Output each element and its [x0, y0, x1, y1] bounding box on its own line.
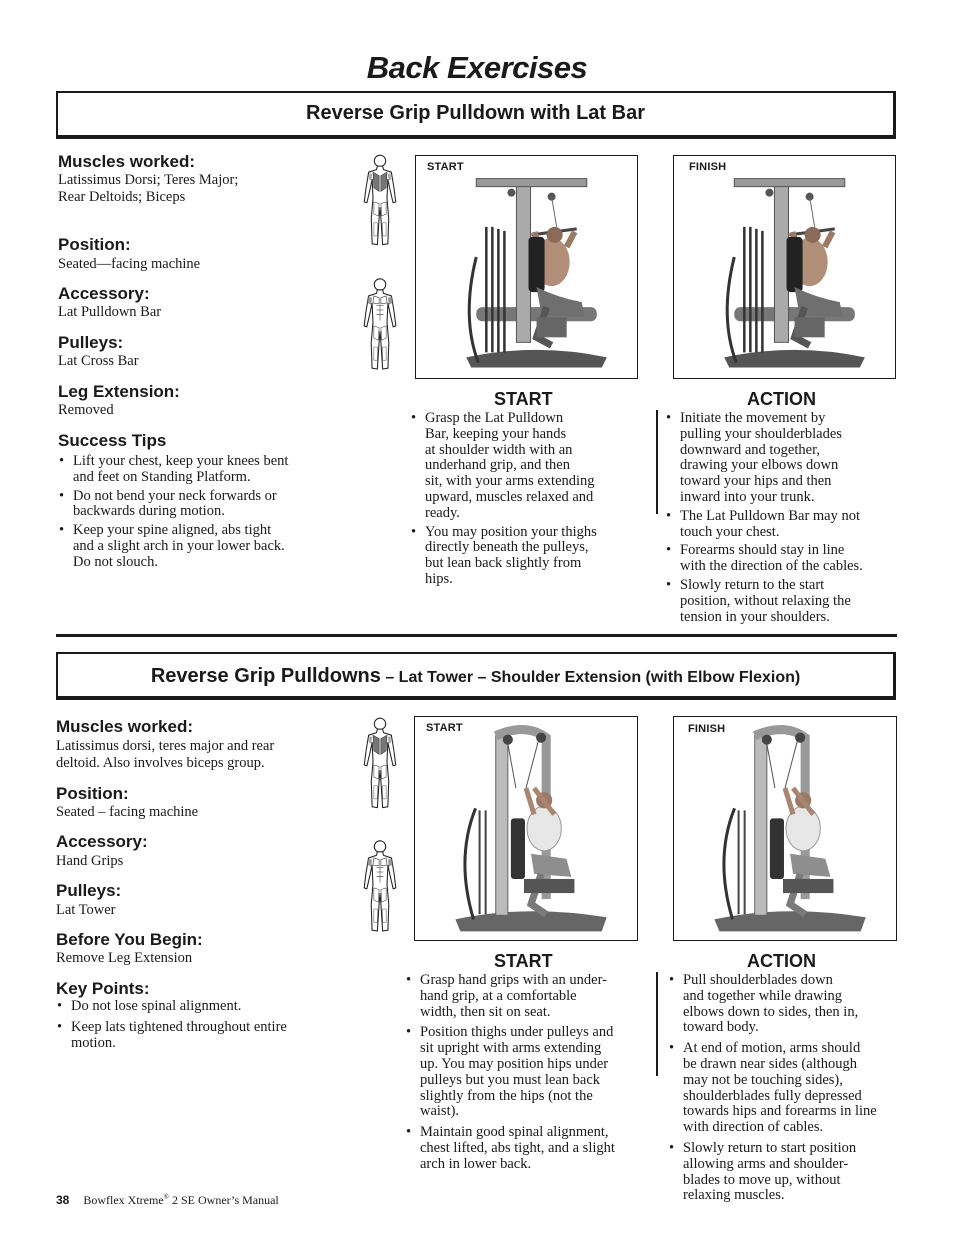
column-divider	[656, 972, 658, 1076]
muscles-value: Latissimus dorsi, teres major and rear deltoid. Also involves biceps group.	[56, 738, 275, 771]
position-value: Seated—facing machine	[58, 256, 201, 272]
muscle-diagram-back-icon	[358, 153, 402, 249]
leg-extension-label: Leg Extension:	[58, 382, 180, 401]
pulleys-label: Pulleys:	[58, 333, 124, 352]
muscle-diagram-front-icon	[358, 270, 402, 380]
finish-photo-tag: FINISH	[688, 723, 726, 735]
list-item: • Forearms should stay in line with the direction of the cables.	[666, 542, 863, 575]
before-you-begin-value: Remove Leg Extension	[56, 950, 193, 966]
section-divider	[56, 634, 897, 637]
success-tips-list	[58, 454, 343, 574]
exercise-machine-image	[674, 717, 896, 940]
page-title: Back Exercises	[366, 50, 588, 85]
exercise-2-title: Reverse Grip Pulldowns – Lat Tower – Shoulder Extension (with Elbow Flexion)	[150, 665, 801, 687]
list-item: • Initiate the movement by pulling your shoulderblades downward and together, drawing your elbows down toward your hips and then inward into your trunk.	[666, 410, 842, 505]
finish-photo	[673, 716, 897, 941]
action-instructions	[668, 973, 913, 1207]
start-heading: START	[494, 951, 553, 971]
pulleys-value: Lat Tower	[56, 902, 116, 918]
list-item: • Slowly return to start position allowing arms and shoulder- blades to move up, without relaxing muscles.	[669, 1139, 857, 1204]
pulleys-value: Lat Cross Bar	[58, 353, 139, 369]
exercise-2-banner	[56, 652, 896, 700]
key-points-label: Key Points:	[56, 979, 150, 998]
position-label: Position:	[58, 235, 131, 254]
muscle-diagram-back-icon	[358, 716, 402, 812]
list-item: • Lift your chest, keep your knees bent and feet on Standing Platform.	[59, 453, 289, 485]
list-item: • Position thighs under pulleys and sit upright with arms extending up. You may position hips under pulleys but you must lean back slightly from the hips (not the waist).	[406, 1024, 614, 1120]
list-item: • Grasp the Lat Pulldown Bar, keeping your hands at shoulder width with an underhand grip, and then sit, with your arms extending upward, muscles relaxed and ready.	[411, 410, 595, 521]
leg-extension-value: Removed	[58, 402, 114, 418]
list-item: • Do not bend your neck forwards or backwards during motion.	[59, 487, 277, 520]
start-photo-tag: START	[427, 161, 464, 173]
start-photo	[415, 155, 638, 379]
exercise-machine-image	[416, 156, 637, 378]
list-item: • At end of motion, arms should be drawn near sides (although may not be touching sides), shoulderblades fully depressed towards hips and forearms in line with direction of cables.	[669, 1040, 877, 1136]
accessory-label: Accessory:	[56, 832, 148, 851]
key-points-list	[56, 999, 341, 1054]
accessory-value: Lat Pulldown Bar	[58, 304, 162, 320]
list-item: • Slowly return to the start position, without relaxing the tension in your shoulders.	[666, 576, 851, 625]
start-photo	[414, 716, 638, 941]
finish-photo-tag: FINISH	[689, 161, 727, 173]
pulleys-label: Pulleys:	[56, 881, 122, 900]
list-item: • Pull shoulderblades down and together while drawing elbows down to sides, then in, toward body.	[669, 972, 859, 1036]
start-instructions	[405, 973, 650, 1176]
position-value: Seated – facing machine	[56, 804, 199, 820]
position-label: Position:	[56, 784, 129, 803]
list-item: • You may position your thighs directly beneath the pulleys, but lean back slightly from hips.	[411, 523, 597, 587]
exercise-1-banner	[56, 91, 896, 139]
finish-photo	[673, 155, 896, 379]
list-item: • Grasp hand grips with an under- hand grip, at a comfortable width, then sit on seat.	[406, 972, 607, 1020]
start-photo-tag: START	[426, 722, 463, 734]
column-divider	[656, 410, 658, 514]
accessory-label: Accessory:	[58, 284, 150, 303]
exercise-1-title: Reverse Grip Pulldown with Lat Bar	[306, 102, 645, 124]
list-item: • Maintain good spinal alignment, chest lifted, abs tight, and a slight arch in lower back.	[406, 1124, 615, 1172]
list-item: • Keep lats tightened throughout entire motion.	[57, 1018, 287, 1051]
action-instructions	[665, 411, 905, 628]
page-number: 38	[56, 1193, 70, 1207]
exercise-machine-image	[415, 717, 637, 940]
success-tips-label: Success Tips	[58, 431, 167, 450]
muscles-label: Muscles worked:	[56, 717, 193, 736]
start-heading: START	[494, 389, 553, 409]
action-heading: ACTION	[747, 389, 816, 409]
list-item: • Do not lose spinal alignment.	[57, 998, 242, 1014]
muscle-diagram-front-icon	[358, 832, 402, 942]
accessory-value: Hand Grips	[56, 853, 124, 869]
before-you-begin-label: Before You Begin:	[56, 930, 203, 949]
action-heading: ACTION	[747, 951, 816, 971]
muscles-value: Latissimus Dorsi; Teres Major; Rear Deltoids; Biceps	[58, 172, 239, 205]
list-item: • Keep your spine aligned, abs tight and a slight arch in your lower back. Do not slouch.	[59, 522, 285, 570]
start-instructions	[410, 411, 645, 591]
list-item: • The Lat Pulldown Bar may not touch your chest.	[666, 507, 861, 540]
manual-title: Bowflex Xtreme® 2 SE Owner’s Manual	[83, 1193, 279, 1207]
page-footer	[56, 1191, 279, 1209]
exercise-machine-image	[674, 156, 895, 378]
muscles-label: Muscles worked:	[58, 152, 195, 171]
